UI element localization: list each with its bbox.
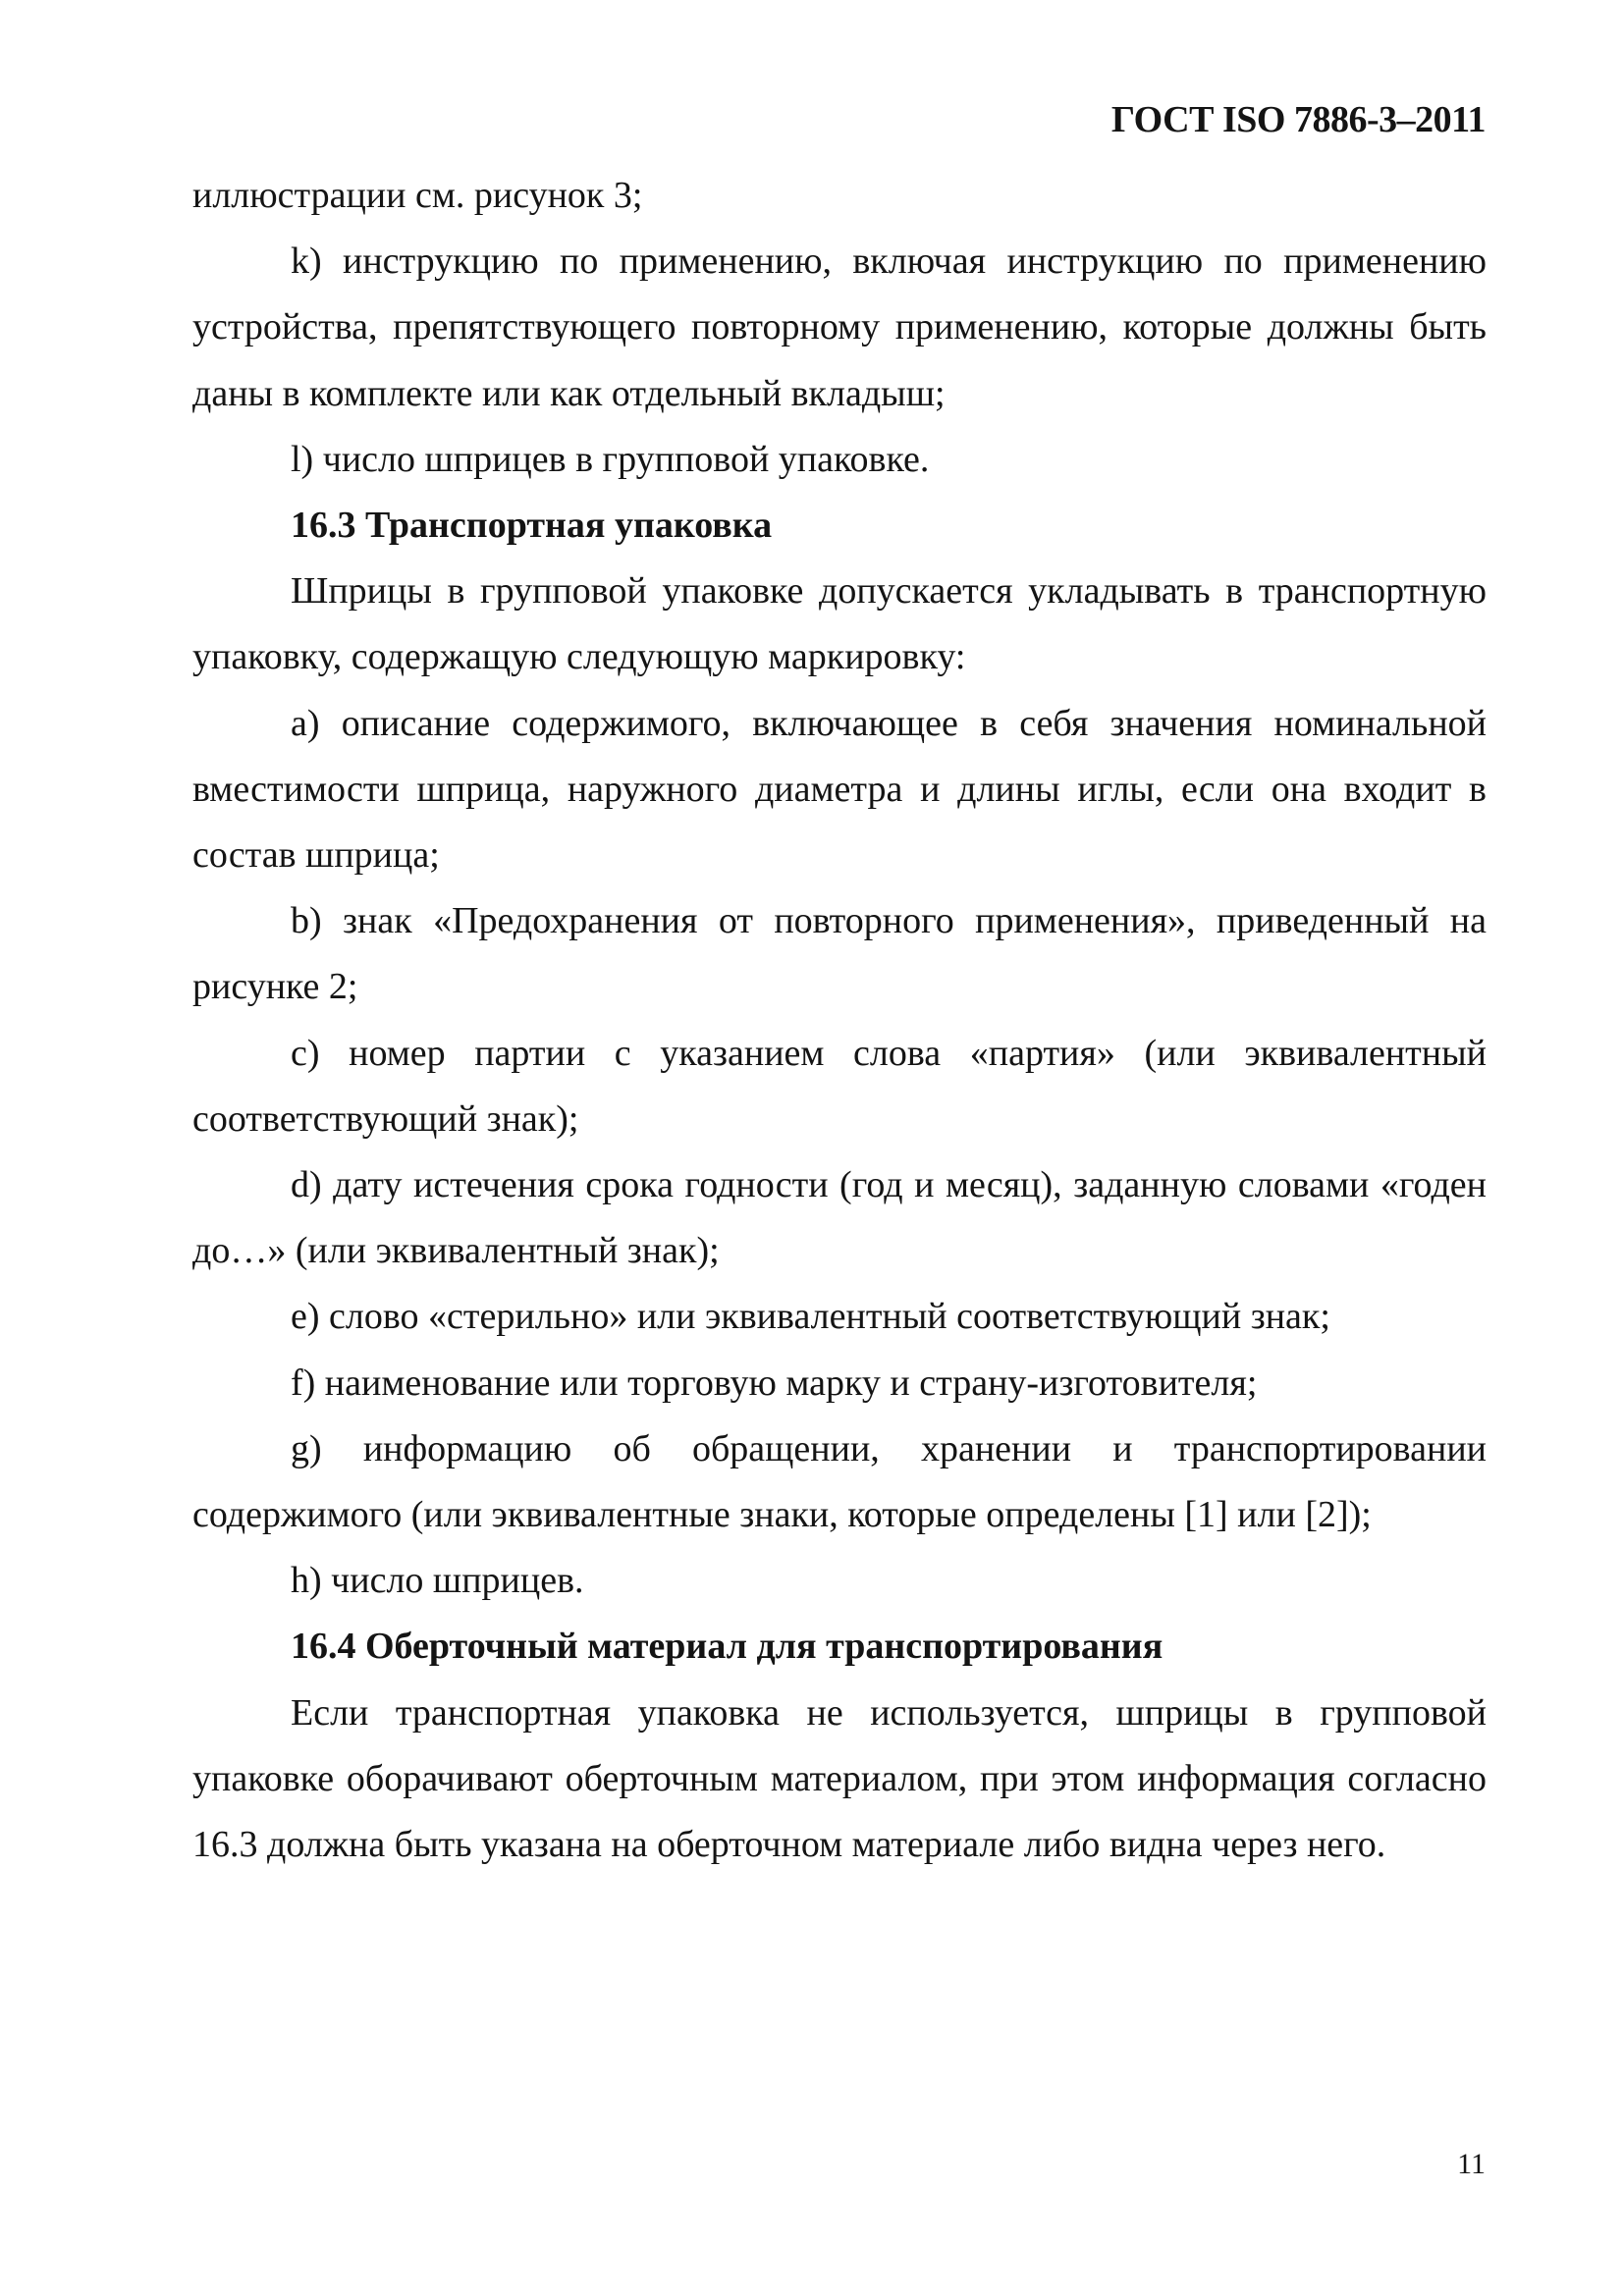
list-item-c: c) номер партии с указанием слова «партия» (или эквивалентный соответствующий знак); — [192, 1032, 1487, 1140]
section-heading-16-3: 16.3 Транспортная упаковка — [291, 505, 773, 547]
document-body — [192, 163, 1487, 1878]
standard-code-header: ГОСТ ISO 7886-3–2011 — [1110, 99, 1486, 140]
paragraph-16-3-intro: Шприцы в групповой упаковке допускается укладывать в транспортную упаковку, содержащую следующую маркировку: — [192, 570, 1487, 678]
list-item-e: e) слово «стерильно» или эквивалентный соответствующий знак; — [291, 1296, 1330, 1338]
page-number: 11 — [1457, 2148, 1486, 2180]
section-heading-16-4: 16.4 Оберточный материал для транспортирования — [291, 1626, 1163, 1668]
paragraph-16-4: Если транспортная упаковка не используется, шприцы в групповой упаковке оборачивают оберточным материалом, при этом информация согласно 16.3 должна быть указана на оберточном материале либо видна через него. — [192, 1691, 1487, 1866]
list-item-l: l) число шприцев в групповой упаковке. — [291, 438, 930, 480]
list-item-d: d) дату истечения срока годности (год и месяц), заданную словами «годен до…» (или эквивалентный знак); — [192, 1164, 1487, 1272]
list-item-k: k) инструкцию по применению, включая инструкцию по применению устройства, препятствующего повторному применению, которые должны быть даны в комплекте или как отдельный вкладыш; — [192, 240, 1487, 414]
paragraph-continuation: иллюстрации см. рисунок 3; — [192, 175, 643, 216]
list-item-h: h) число шприцев. — [291, 1560, 584, 1602]
list-item-g: g) информацию об обращении, хранении и транспортировании содержимого (или эквивалентные знаки, которые определены [1] или [2]); — [192, 1427, 1487, 1536]
list-item-f: f) наименование или торговую марку и страну-изготовителя; — [291, 1362, 1258, 1404]
list-item-a: а) описание содержимого, включающее в себя значения номинальной вместимости шприца, наружного диаметра и длины иглы, если она входит в состав шприца; — [192, 702, 1487, 877]
list-item-b: b) знак «Предохранения от повторного применения», приведенный на рисунке 2; — [192, 900, 1487, 1008]
